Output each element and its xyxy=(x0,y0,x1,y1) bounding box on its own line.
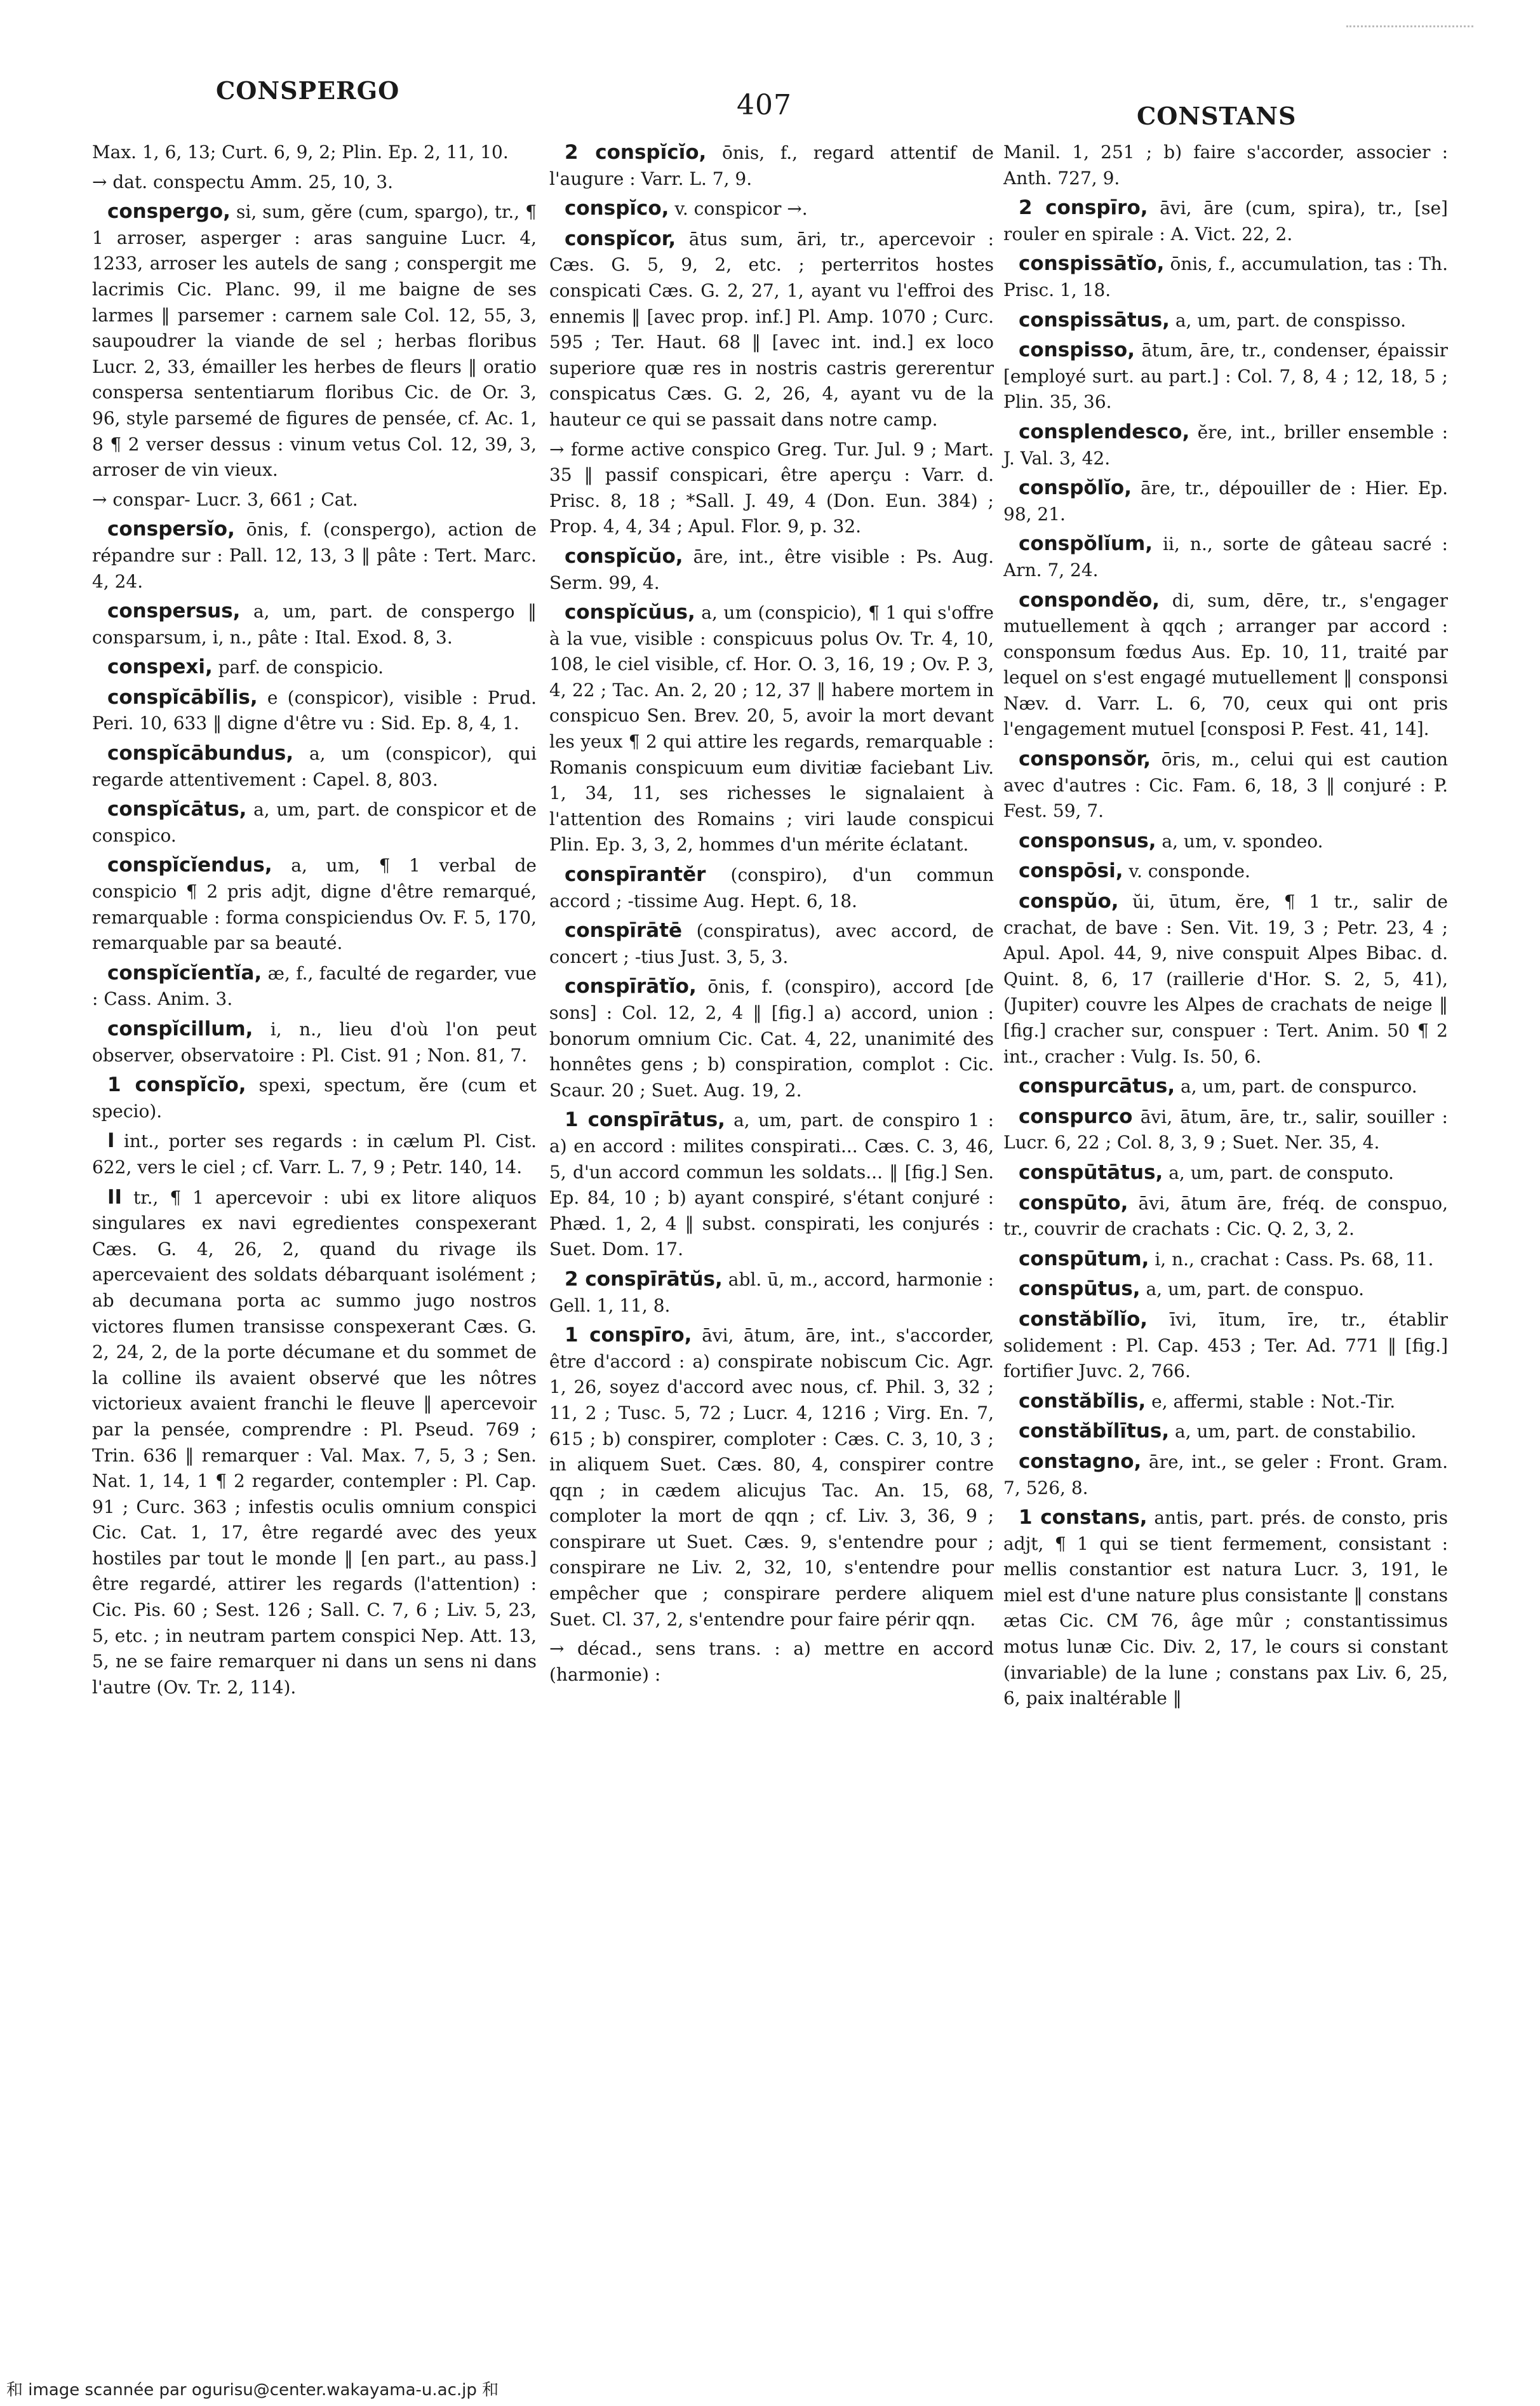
entry-headword: conspūtātus, xyxy=(1019,1160,1163,1184)
entry-text: æ, f., faculté de regarder, vue : Cass. Anim. 3. xyxy=(92,962,537,1010)
entry-headword: conspīrantĕr xyxy=(565,863,706,887)
entry-text: parf. de conspicio. xyxy=(212,657,384,678)
dictionary-entry xyxy=(92,654,537,681)
entry-headword: conspĭcillum, xyxy=(107,1018,253,1040)
entry-headword: constagno, xyxy=(1019,1449,1142,1473)
entry-text: ii, n., sorte de gâteau sacré : Arn. 7, 24. xyxy=(1003,534,1448,581)
entry-text: i, n., crachat : Cass. Ps. 68, 11. xyxy=(1149,1248,1434,1270)
entry-text: tr., ¶ 1 apercevoir : ubi ex litore aliquos singulares ex navi egredientes conspexerant Cæs. G. 4, 26, 2, quand du rivage ils apercevaient des soldats débarquant isolément ; ab decumana porta ac summo jugo nostros victores flumen transisse conspexerant Cæs. G. 2, 24, 2, de la porte décumane et du sommet de la colline ils avaient observé que les nôtres victorieux avaient franchi le fleuve ‖ apercevoir par la pensée, comprendre : Pl. Pseud. 769 ; Trin. 636 ‖ remarquer : Val. Max. 7, 5, 3 ; Sen. Nat. 1, 14, 1 ¶ 2 regarder, contempler : Pl. Cap. 91 ; Curc. 363 ; infestis oculis omnium conspici Cic. Cat. 1, 17, être regardé avec des yeux hostiles par tout le monde ‖ [en part., au pass.] être regardé, attirer les regards (l'attention) : Cic. Pis. 60 ; Sest. 126 ; Sall. C. 7, 6 ; Liv. 5, 23, 5, etc. ; in neutram partem conspici Nep. Att. 13, 5, ne se faire remarquer ni dans un sens ni dans l'autre (Ov. Tr. 2, 114). xyxy=(92,1186,537,1698)
entry-text: a, um, part. de conspicor et de conspico. xyxy=(92,799,537,846)
column-2 xyxy=(549,140,994,1691)
dictionary-entry xyxy=(549,918,994,970)
entry-text: ōnis, f. (conspiro), accord [de sons] : Col. 12, 2, 4 ‖ [fig.] a) accord, union : bonorum omnium Cic. Cat. 4, 22, unanimité des honnêtes gens ; b) conspiration, complot : Cic. Scaur. 20 ; Suet. Aug. 19, 2. xyxy=(549,976,994,1101)
scan-artifact xyxy=(1346,25,1473,30)
dictionary-entry xyxy=(92,685,537,737)
entry-text: spexi, spectum, ĕre (cum et specio). xyxy=(92,1075,537,1122)
dictionary-entry xyxy=(549,1107,994,1263)
dictionary-entry xyxy=(1003,140,1448,191)
entry-headword: conspurcātus, xyxy=(1019,1075,1175,1098)
entry-headword: conspersus, xyxy=(107,600,241,623)
dictionary-entry xyxy=(92,598,537,650)
entry-text: antis, part. prés. de consto, pris adjt, ¶ 1 qui se tient fermement, consistant : mellis constantior est natura Lucr. 3, 191, le miel est d'une nature plus consistante ‖ constans ætas Cic. CM 76, âge mûr ; constantissimus motus lunæ Cic. Div. 2, 17, le cours si constant (invariable) de la lune ; constans pax Liv. 6, 25, 6, paix inaltérable ‖ xyxy=(1003,1507,1448,1709)
entry-headword: 2 conspīro, xyxy=(1019,196,1148,220)
dictionary-entry xyxy=(92,852,537,956)
entry-text: → dat. conspectu Amm. 25, 10, 3. xyxy=(92,171,394,192)
entry-text: (conspiratus), avec accord, de concert ; -tius Just. 3, 5, 3. xyxy=(549,920,994,967)
dictionary-entry xyxy=(1003,251,1448,303)
entry-text: ōris, m., celui qui est caution avec d'autres : Cic. Fam. 6, 18, 3 ‖ conjuré : P. Fest. 59, 7. xyxy=(1003,749,1448,822)
entry-text: āvi, ātum, āre, tr., salir, souiller : Lucr. 6, 22 ; Col. 8, 3, 9 ; Suet. Ner. 35, 4. xyxy=(1003,1106,1448,1153)
entry-headword: conspīrātĭo, xyxy=(565,975,697,998)
dictionary-entry xyxy=(1003,889,1448,1070)
dictionary-entry xyxy=(1003,1246,1448,1273)
entry-text: i, n., lieu d'où l'on peut observer, observatoire : Pl. Cist. 91 ; Non. 81, 7. xyxy=(92,1019,537,1066)
dictionary-entry xyxy=(1003,588,1448,743)
running-head-right: CONSTANS xyxy=(1137,102,1297,130)
page-header xyxy=(210,76,1308,130)
dictionary-entry xyxy=(549,226,994,433)
dictionary-entry xyxy=(1003,1449,1448,1501)
entry-text: ŭi, ūtum, ĕre, ¶ 1 tr., salir de crachat, de bave : Sen. Vit. 19, 3 ; Petr. 23, 4 ; Apul. Apol. 44, 9, nive conspuit Alpes Bibac. d. Quint. 8, 6, 17 (raillerie d'Hor. S. 2, 5, 41), (Jupiter) couvre les Alpes de crachats de neige ‖ [fig.] cracher sur, conspuer : Tert. Anim. 50 ¶ 2 int., cracher : Vulg. Is. 50, 6. xyxy=(1003,891,1448,1067)
dictionary-entry xyxy=(1003,1418,1448,1445)
dictionary-entry xyxy=(92,1072,537,1124)
entry-headword: conspĭcŭus, xyxy=(565,601,695,624)
entry-headword: conspissātĭo, xyxy=(1019,252,1165,276)
dictionary-entry xyxy=(549,196,994,222)
entry-headword: II xyxy=(107,1185,123,1209)
dictionary-entry xyxy=(92,796,537,849)
entry-text: āvi, ātum āre, fréq. de conspuo, tr., couvrir de crachats : Cic. Q. 2, 3, 2. xyxy=(1003,1192,1448,1240)
running-head-left: CONSPERGO xyxy=(216,76,400,105)
dictionary-entry xyxy=(92,516,537,595)
entry-text: → décad., sens trans. : a) mettre en accord (harmonie) : xyxy=(549,1638,994,1685)
entry-text: a, um, part. de conspergo ‖ consparsum, i, n., pâte : Ital. Exod. 8, 3. xyxy=(92,601,537,648)
dictionary-entry xyxy=(1003,337,1448,415)
entry-headword: constăbĭlis, xyxy=(1019,1389,1146,1413)
entry-headword: conspīrātē xyxy=(565,919,683,943)
entry-text: āre, int., se geler : Front. Gram. 7, 526, 8. xyxy=(1003,1451,1448,1498)
dictionary-entry xyxy=(1003,1160,1448,1186)
dictionary-entry xyxy=(1003,746,1448,824)
entry-text: abl. ū, m., accord, harmonie : Gell. 1, 11, 8. xyxy=(549,1268,994,1316)
dictionary-entry xyxy=(92,487,537,513)
dictionary-entry xyxy=(549,1322,994,1632)
dictionary-entry xyxy=(549,862,994,914)
entry-headword: constăbĭlĭo, xyxy=(1019,1307,1148,1331)
dictionary-entry xyxy=(92,1185,537,1701)
entry-headword: conspisso, xyxy=(1019,339,1135,362)
entry-headword: conspersĭo, xyxy=(107,518,235,541)
entry-headword: 1 conspīrātus, xyxy=(565,1108,725,1132)
entry-text: a, um, part. de consputo. xyxy=(1163,1162,1394,1183)
dictionary-entry xyxy=(1003,1388,1448,1415)
entry-text: ōnis, f., regard attentif de l'augure : Varr. L. 7, 9. xyxy=(549,142,994,189)
entry-text: e (conspicor), visible : Prud. Peri. 10, 633 ‖ digne d'être vu : Sid. Ep. 8, 4, 1. xyxy=(92,687,537,734)
dictionary-entry xyxy=(549,437,994,540)
entry-text: → conspar- Lucr. 3, 661 ; Cat. xyxy=(92,488,358,510)
entry-text: āre, tr., dépouiller de : Hier. Ep. 98, 21. xyxy=(1003,478,1448,525)
entry-headword: constăbĭlītus, xyxy=(1019,1420,1170,1443)
dictionary-entry xyxy=(549,1636,994,1688)
entry-headword: conspĭcŭo, xyxy=(565,544,683,568)
dictionary-entry xyxy=(92,170,537,196)
entry-text: ātus sum, āri, tr., apercevoir : Cæs. G. 5, 9, 2, etc. ; perterritos hostes conspicati Cæs. G. 2, 27, 1, ayant vu l'effroi des ennemis ‖ [avec prop. inf.] Pl. Amp. 1070 ; Curc. 595 ; Ter. Haut. 68 ‖ [avec int. ind.] ex loco superiore quæ res in nostris castris gererentur conspicatus Cæs. G. 2, 26, 4, ayant vu de la hauteur ce qui se passait dans notre camp. xyxy=(549,228,994,430)
entry-text: āre, int., être visible : Ps. Aug. Serm. 99, 4. xyxy=(549,546,994,593)
entry-headword: 2 conspīrātŭs, xyxy=(565,1267,723,1291)
dictionary-entry xyxy=(92,960,537,1012)
entry-headword: conspergo, xyxy=(107,200,231,224)
entry-headword: conspōsi, xyxy=(1019,859,1123,883)
entry-text: (conspiro), d'un commun accord ; -tissime Aug. Hept. 6, 18. xyxy=(549,864,994,911)
dictionary-entry xyxy=(1003,1190,1448,1242)
dictionary-entry xyxy=(549,974,994,1103)
column-1 xyxy=(92,140,537,1704)
entry-text: e, affermi, stable : Not.-Tir. xyxy=(1146,1390,1396,1412)
entry-text: a, um, ¶ 1 verbal de conspicio ¶ 2 pris adjt, digne d'être remarqué, remarquable : forma conspiciendus Ov. F. 5, 170, remarquable par sa beauté. xyxy=(92,855,537,954)
entry-text: a, um, part. de conspisso. xyxy=(1169,309,1407,331)
entry-headword: 1 constans, xyxy=(1019,1506,1148,1529)
dictionary-entry xyxy=(549,140,994,192)
entry-headword: conspissātus, xyxy=(1019,308,1170,332)
entry-headword: consponsus, xyxy=(1019,829,1156,852)
dictionary-entry xyxy=(92,741,537,793)
dictionary-entry xyxy=(92,1016,537,1068)
dictionary-entry xyxy=(1003,307,1448,334)
entry-text: āvi, āre (cum, spira), tr., [se] rouler en spirale : A. Vict. 22, 2. xyxy=(1003,198,1448,245)
entry-text: ōnis, f. (conspergo), action de répandre sur : Pall. 12, 13, 3 ‖ pâte : Tert. Marc. 4, 24. xyxy=(92,519,537,592)
entry-headword: conspĭcor, xyxy=(565,227,676,250)
entry-text: īvi, ītum, īre, tr., établir solidement : Pl. Cap. 453 ; Ter. Ad. 771 ‖ [fig.] fortifier Juvc. 2, 766. xyxy=(1003,1308,1448,1382)
entry-headword: consponsŏr, xyxy=(1019,748,1151,771)
entry-headword: 2 conspĭcĭo, xyxy=(565,141,707,164)
dictionary-entry xyxy=(1003,858,1448,885)
entry-headword: conspūtum, xyxy=(1019,1247,1149,1270)
entry-headword: conspŏlĭum, xyxy=(1019,532,1153,556)
entry-text: a, um (conspicio), ¶ 1 qui s'offre à la vue, visible : conspicuus polus Ov. Tr. 4, 10, 108, le ciel visible, cf. Hor. O. 3, 16, 19 ; Ov. P. 3, 4, 22 ; Tac. An. 2, 20 ; 12, 37 ‖ habere mortem in conspicuo Sen. Brev. 20, 5, avoir la mort devant les yeux ¶ 2 qui attire les regards, remarquable : Romanis conspicuum eum divitiæ faciebant Liv. 1, 34, 11, ses richesses le signalaient à l'attention des Romains ; viri laude conspicui Plin. Ep. 3, 3, 2, hommes d'un mérite éclatant. xyxy=(549,602,994,856)
dictionary-entry xyxy=(1003,195,1448,247)
entry-headword: conspĭcĭendus, xyxy=(107,854,272,877)
dictionary-entry xyxy=(1003,475,1448,527)
entry-text: a, um, part. de conspuo. xyxy=(1140,1279,1364,1300)
entry-headword: conspĭco, xyxy=(565,197,669,220)
dictionary-entry xyxy=(549,600,994,858)
entry-headword: conspexi, xyxy=(107,655,213,679)
entry-headword: conspĭcābĭlis, xyxy=(107,685,258,709)
entry-headword: conspĭcĭentĭa, xyxy=(107,961,262,985)
dictionary-entry xyxy=(1003,828,1448,855)
entry-headword: conspurco xyxy=(1019,1105,1133,1128)
entry-headword: conspŏlĭo, xyxy=(1019,476,1132,500)
dictionary-entry xyxy=(92,140,537,166)
entry-text: v. conspicor →. xyxy=(669,198,808,220)
dictionary-entry xyxy=(1003,1073,1448,1100)
dictionary-entry xyxy=(1003,1104,1448,1156)
dictionary-entry xyxy=(1003,419,1448,471)
entry-text: a, um, v. spondeo. xyxy=(1156,830,1323,852)
entry-headword: conspĭcābundus, xyxy=(107,742,294,765)
dictionary-entry xyxy=(1003,531,1448,583)
entry-headword: I xyxy=(107,1129,115,1153)
entry-text: int., porter ses regards : in cælum Pl. Cist. 622, vers le ciel ; cf. Varr. L. 7, 9 ; Petr. 140, 14. xyxy=(92,1131,537,1178)
entry-headword: conspŭo, xyxy=(1019,890,1119,913)
entry-text: a, um, part. de conspurco. xyxy=(1175,1076,1417,1098)
entry-text: ĕre, int., briller ensemble : J. Val. 3, 42. xyxy=(1003,421,1448,469)
scan-credit: 和 image scannée par ogurisu@center.wakayama-u.ac.jp 和 xyxy=(6,2381,499,2400)
entry-text: v. consponde. xyxy=(1123,861,1250,882)
entry-text: a, um, part. de conspiro 1 : a) en accord : milites conspirati... Cæs. C. 3, 46, 5, d'un accord commun les soldats... ‖ [fig.] Sen. Ep. 84, 10 ; b) ayant conspiré, s'étant conjuré : Phæd. 1, 2, 4 ‖ subst. conspirati, les conjurés : Suet. Dom. 17. xyxy=(549,1110,994,1260)
entry-headword: conspĭcātus, xyxy=(107,798,247,821)
entry-text: di, sum, dēre, tr., s'engager mutuellement à qqch ; arranger par accord : consponsum fœdus Aus. Ep. 10, 11, traité par lequel on s'est engagé mutuellement ‖ consponsi Næv. d. Varr. L. 6, 70, ceux qui ont pris l'engagement mutuel [consposi P. Fest. 41, 14]. xyxy=(1003,589,1448,740)
page-number: 407 xyxy=(737,89,792,121)
entry-text: Max. 1, 6, 13; Curt. 6, 9, 2; Plin. Ep. 2, 11, 10. xyxy=(92,142,509,163)
entry-text: ōnis, f., accumulation, tas : Th. Prisc. 1, 18. xyxy=(1003,253,1448,300)
entry-text: a, um (conspicor), qui regarde attentivement : Capel. 8, 803. xyxy=(92,743,537,790)
dictionary-entry xyxy=(92,1128,537,1180)
dictionary-entry xyxy=(1003,1276,1448,1303)
dictionary-entry xyxy=(1003,1505,1448,1712)
entry-headword: consplendesco, xyxy=(1019,420,1190,443)
entry-text: a, um, part. de constabilio. xyxy=(1169,1421,1417,1442)
entry-headword: 1 conspĭcĭo, xyxy=(107,1073,246,1097)
entry-headword: 1 conspīro, xyxy=(565,1324,692,1347)
dictionary-entry xyxy=(549,1267,994,1319)
entry-headword: conspondĕo, xyxy=(1019,588,1160,612)
entry-text: āvi, ātum, āre, int., s'accorder, être d'accord : a) conspirate nobiscum Cic. Agr. 1, 26, soyez d'accord avec nous, cf. Phil. 3, 32 ; 11, 2 ; Tusc. 5, 72 ; Lucr. 4, 1216 ; Virg. En. 7, 615 ; b) conspirer, comploter : Cæs. C. 3, 10, 3 ; in aliquem Suet. Cæs. 80, 4, conspirer contre qqn ; in cædem alicujus Tac. An. 15, 68, comploter la mort de qqn ; cf. Liv. 3, 36, 9 ; conspirare ut Suet. Cæs. 9, s'entendre pour ; conspirare ne Liv. 2, 32, 10, s'entendre pour empêcher que ; conspirare perdere aliquem Suet. Cl. 37, 2, s'entendre pour faire périr qqn. xyxy=(549,1325,994,1630)
dictionary-entry xyxy=(1003,1307,1448,1385)
dictionary-entry xyxy=(92,199,537,483)
entry-text: si, sum, gĕre (cum, spargo), tr., ¶ 1 arroser, asperger : aras sanguine Lucr. 4, 1233, arroser les autels de sang ; conspergit me lacrimis Cic. Planc. 99, il me baigne de ses larmes ‖ parsemer : carnem sale Col. 12, 55, 3, saupoudrer la viande de sel ; herbas floribus Lucr. 2, 33, émailler les herbes de fleurs ‖ oratio conspersa sententiarum floribus Cic. de Or. 3, 96, style parsemé de figures de pensée, cf. Ac. 1, 8 ¶ 2 verser dessus : vinum vetus Col. 12, 39, 3, arroser de vin vieux. xyxy=(92,201,537,481)
column-3 xyxy=(1003,140,1448,1716)
entry-text: → forme active conspico Greg. Tur. Jul. 9 ; Mart. 35 ‖ passif conspicari, être aperçu : Varr. d. Prisc. 8, 18 ; *Sall. J. 49, 4 (Don. Eun. 384) ; Prop. 4, 4, 34 ; Apul. Flor. 9, p. 32. xyxy=(549,438,994,537)
dictionary-entry xyxy=(549,544,994,596)
entry-text: Manil. 1, 251 ; b) faire s'accorder, associer : Anth. 727, 9. xyxy=(1003,142,1448,189)
entry-headword: conspūtus, xyxy=(1019,1277,1141,1301)
entry-text: ātum, āre, tr., condenser, épaissir [employé surt. au part.] : Col. 7, 8, 4 ; 12, 18, 5 ; Plin. 35, 36. xyxy=(1003,340,1448,413)
entry-headword: conspūto, xyxy=(1019,1191,1128,1214)
